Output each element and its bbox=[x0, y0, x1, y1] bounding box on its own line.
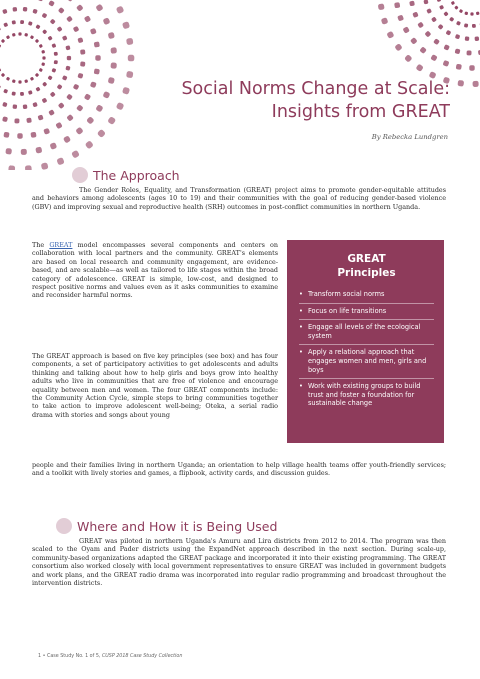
pattern-dot bbox=[62, 35, 68, 41]
pattern-dot bbox=[49, 142, 57, 150]
pattern-dot bbox=[42, 82, 47, 87]
pattern-dot bbox=[66, 16, 73, 23]
pattern-dot bbox=[42, 13, 48, 19]
pattern-dot bbox=[464, 23, 468, 27]
p2-pre: The bbox=[32, 241, 50, 249]
where-heading-text: Where and How it is Being Used bbox=[77, 518, 278, 534]
pattern-dot bbox=[24, 33, 28, 37]
pattern-dot bbox=[86, 116, 94, 124]
pattern-dot bbox=[57, 26, 63, 32]
pattern-dot bbox=[25, 165, 32, 170]
pattern-dot bbox=[103, 91, 111, 99]
pattern-dot bbox=[62, 75, 68, 81]
principles-heading bbox=[299, 252, 434, 280]
pattern-dot bbox=[76, 104, 84, 112]
principle-text: Work with existing groups to build trust and foster a foundation for sustainable change bbox=[308, 382, 421, 408]
pattern-dot bbox=[71, 150, 80, 159]
pattern-dot bbox=[73, 26, 80, 33]
pattern-dot bbox=[451, 1, 455, 5]
pattern-dot bbox=[2, 116, 8, 122]
pattern-dot bbox=[47, 36, 52, 41]
page-title bbox=[150, 78, 450, 124]
pattern-dot bbox=[80, 61, 85, 66]
heading-dot-icon bbox=[72, 167, 88, 183]
pattern-dot bbox=[66, 0, 74, 2]
pattern-dot bbox=[35, 73, 40, 78]
pattern-dot bbox=[439, 5, 444, 10]
pattern-dot bbox=[48, 0, 55, 7]
pattern-dot bbox=[84, 15, 91, 22]
pattern-dot bbox=[116, 5, 125, 14]
approach-heading-text: The Approach bbox=[93, 167, 180, 183]
pattern-dot bbox=[14, 118, 19, 123]
pattern-dot bbox=[456, 64, 462, 70]
pattern-dot bbox=[20, 92, 24, 96]
title-line-2: Insights from GREAT bbox=[271, 102, 450, 122]
pattern-dot bbox=[464, 11, 468, 15]
footer-separator: • bbox=[42, 654, 46, 659]
where-paragraph: GREAT was piloted in northern Uganda's Amuru and Lira districts from 2012 to 2014. The program was then scaled to the Oyam and Pader districts using the ExpandNet approach described in the next section. During scale-up, community-based organizations adapted the GREAT package and incorporated it into their existing programming. The GREAT consortium also worked closely with local government representatives to ensure GREAT was included in government budgets and work plans, and the GREAT radio drama was incorporated into regular radio programming and broadcast throughout the intervention districts. bbox=[32, 537, 446, 588]
pattern-dot bbox=[397, 15, 404, 22]
pattern-dot bbox=[56, 157, 64, 165]
pattern-dot bbox=[456, 21, 461, 26]
decorative-dot-pattern-top-left bbox=[0, 0, 150, 170]
heading-dot-icon bbox=[56, 518, 72, 534]
pattern-dot bbox=[122, 21, 130, 29]
pattern-dot bbox=[466, 50, 471, 55]
pattern-dot bbox=[122, 87, 130, 95]
pattern-dot bbox=[403, 26, 410, 33]
pattern-dot bbox=[35, 39, 40, 44]
pattern-dot bbox=[0, 26, 1, 31]
pattern-dot bbox=[423, 0, 428, 4]
principle-item bbox=[299, 382, 434, 412]
pattern-dot bbox=[2, 9, 7, 14]
pattern-dot bbox=[77, 37, 83, 43]
pattern-dot bbox=[12, 104, 17, 109]
pattern-dot bbox=[57, 84, 63, 90]
pattern-dot bbox=[449, 17, 454, 22]
pattern-dot bbox=[51, 68, 56, 73]
pattern-dot bbox=[128, 55, 135, 62]
pattern-dot bbox=[126, 38, 133, 45]
pattern-dot bbox=[394, 2, 400, 8]
pattern-dot bbox=[116, 102, 125, 111]
pattern-dot bbox=[23, 7, 28, 12]
approach-intro: The Gender Roles, Equality, and Transformation (GREAT) project aims to promote gender-equitable attitudes and behaviors among adolescents (ages 10 to 19) and their communities with the goal of reducing gender-based violence (GBV) and improving sexual and reproductive health (SRH) outcomes in post-conflict communities in northern Uganda. bbox=[32, 186, 446, 211]
pattern-dot bbox=[472, 81, 478, 87]
pattern-dot bbox=[90, 28, 97, 35]
pattern-dot bbox=[417, 22, 424, 29]
bullet-icon: • bbox=[299, 306, 303, 315]
principles-heading-line-1: GREAT bbox=[347, 253, 386, 265]
pattern-dot bbox=[42, 56, 45, 59]
pattern-dot bbox=[459, 9, 463, 13]
pattern-dot bbox=[26, 118, 32, 124]
pattern-dot bbox=[394, 43, 402, 51]
pattern-dot bbox=[43, 128, 50, 135]
pattern-dot bbox=[410, 37, 418, 45]
pattern-dot bbox=[11, 91, 15, 95]
bullet-icon: • bbox=[299, 323, 303, 332]
principle-item bbox=[299, 323, 434, 345]
pattern-dot bbox=[472, 24, 476, 28]
pattern-dot bbox=[54, 60, 58, 64]
pattern-dot bbox=[65, 45, 70, 50]
pattern-dot bbox=[8, 165, 15, 170]
pattern-dot bbox=[63, 135, 71, 143]
page-number: 1 bbox=[38, 654, 42, 659]
pattern-dot bbox=[424, 31, 431, 38]
pattern-dot bbox=[65, 66, 70, 71]
pattern-dot bbox=[32, 9, 37, 14]
pattern-dot bbox=[455, 48, 461, 54]
pattern-dot bbox=[12, 20, 16, 24]
pattern-dot bbox=[24, 79, 28, 83]
principle-text: Engage all levels of the ecological system bbox=[308, 323, 421, 340]
pattern-dot bbox=[12, 33, 16, 37]
pattern-dot bbox=[455, 34, 460, 39]
p2-post: model encompasses several components and centers on collaboration with local partners and the community. GREAT's elements are based on local research and community engagement, are evidence-based, and are scalable—as well as tailored to life stages within the broad category of adolescence. GREAT is simple, low-cost, and designed to respect positive norms and values even as it asks communities to examine and reconsider harmful norms. bbox=[32, 241, 278, 300]
pattern-dot bbox=[17, 133, 22, 138]
pattern-dot bbox=[85, 140, 94, 149]
pattern-dot bbox=[0, 68, 1, 72]
pattern-dot bbox=[3, 22, 8, 27]
pattern-dot bbox=[404, 54, 412, 62]
pattern-dot bbox=[1, 39, 6, 44]
pattern-dot bbox=[50, 91, 56, 97]
approach-paragraph-3b: people and their families living in northern Uganda; an orientation to help village health teams offer youth-friendly services; and a toolkit with lively stories and games, a flipbook, activity cards, and discussion guides. bbox=[32, 461, 446, 478]
pattern-dot bbox=[412, 12, 418, 18]
pattern-dot bbox=[110, 47, 116, 53]
pattern-dot bbox=[18, 32, 21, 35]
pattern-dot bbox=[465, 36, 470, 41]
pattern-dot bbox=[470, 12, 473, 15]
pattern-dot bbox=[41, 50, 45, 54]
byline: By Rebecka Lundgren bbox=[371, 133, 448, 141]
principles-list bbox=[299, 290, 434, 412]
pattern-dot bbox=[42, 98, 48, 104]
pattern-dot bbox=[41, 62, 45, 66]
pattern-dot bbox=[30, 77, 34, 81]
pattern-dot bbox=[84, 93, 91, 100]
pattern-dot bbox=[433, 38, 440, 45]
pattern-dot bbox=[21, 149, 27, 155]
pattern-dot bbox=[58, 7, 65, 14]
principle-item bbox=[299, 348, 434, 379]
footer-case: Case Study No. 1 of 5, bbox=[46, 654, 101, 659]
pattern-dot bbox=[126, 71, 133, 78]
pattern-dot bbox=[58, 102, 65, 109]
pattern-dot bbox=[419, 46, 427, 54]
pattern-dot bbox=[35, 24, 40, 29]
pattern-dot bbox=[51, 43, 56, 48]
pattern-dot bbox=[107, 116, 116, 125]
pattern-dot bbox=[457, 80, 464, 87]
pattern-dot bbox=[30, 35, 34, 39]
pattern-dot bbox=[0, 84, 1, 89]
pattern-dot bbox=[110, 62, 116, 68]
pattern-dot bbox=[37, 114, 43, 120]
pattern-dot bbox=[75, 127, 83, 135]
pattern-dot bbox=[42, 29, 47, 34]
pattern-dot bbox=[94, 68, 100, 74]
pattern-dot bbox=[94, 41, 100, 47]
pattern-dot bbox=[37, 0, 43, 2]
pattern-dot bbox=[66, 114, 74, 122]
pattern-dot bbox=[54, 52, 58, 56]
principle-text: Apply a relational approach that engages women and men, girls and boys bbox=[308, 348, 427, 374]
approach-heading bbox=[72, 167, 180, 183]
pattern-dot bbox=[2, 102, 7, 107]
pattern-dot bbox=[48, 109, 55, 116]
pattern-dot bbox=[18, 80, 21, 83]
pattern-dot bbox=[76, 4, 84, 12]
pattern-dot bbox=[381, 17, 389, 25]
pattern-dot bbox=[95, 4, 103, 12]
pattern-dot bbox=[50, 19, 56, 25]
bullet-icon: • bbox=[299, 382, 303, 391]
great-link[interactable]: GREAT bbox=[49, 241, 73, 249]
pattern-dot bbox=[437, 0, 442, 2]
pattern-dot bbox=[454, 5, 459, 10]
pattern-dot bbox=[3, 132, 9, 138]
pattern-dot bbox=[80, 49, 85, 54]
pattern-dot bbox=[39, 68, 43, 72]
page-footer bbox=[38, 654, 182, 659]
pattern-dot bbox=[445, 30, 451, 36]
pattern-dot bbox=[77, 73, 83, 79]
pattern-dot bbox=[6, 35, 10, 39]
principles-heading-line-2: Principles bbox=[337, 267, 396, 279]
pattern-dot bbox=[28, 21, 33, 26]
pattern-dot bbox=[66, 94, 73, 101]
pattern-dot bbox=[469, 65, 474, 70]
principle-item bbox=[299, 307, 434, 321]
pattern-dot bbox=[41, 162, 49, 170]
pattern-dot bbox=[443, 44, 449, 50]
pattern-dot bbox=[378, 3, 385, 10]
pattern-dot bbox=[12, 7, 17, 12]
pattern-dot bbox=[430, 54, 437, 61]
pattern-dot bbox=[108, 77, 115, 84]
pattern-dot bbox=[108, 32, 115, 39]
pattern-dot bbox=[0, 44, 1, 48]
pattern-dot bbox=[28, 90, 33, 95]
principles-box bbox=[287, 240, 444, 443]
pattern-dot bbox=[30, 132, 36, 138]
pattern-dot bbox=[12, 79, 16, 83]
bullet-icon: • bbox=[299, 348, 303, 357]
pattern-dot bbox=[476, 11, 480, 15]
pattern-dot bbox=[20, 20, 24, 24]
principle-text: Transform social norms bbox=[308, 290, 385, 298]
pattern-dot bbox=[95, 55, 100, 60]
title-line-1: Social Norms Change at Scale: bbox=[181, 79, 450, 99]
pattern-dot bbox=[97, 129, 106, 138]
pattern-dot bbox=[438, 24, 444, 30]
pattern-dot bbox=[73, 84, 80, 91]
principle-text: Focus on life transitions bbox=[308, 306, 387, 315]
pattern-dot bbox=[95, 104, 103, 112]
pattern-dot bbox=[415, 64, 423, 72]
pattern-dot bbox=[32, 102, 37, 107]
pattern-dot bbox=[431, 17, 437, 23]
pattern-dot bbox=[67, 56, 71, 60]
approach-paragraph-3a: The GREAT approach is based on five key principles (see box) and has four components, a set of participatory activities to get adolescents and adults thinking and talking about how to help girls and boys grow into healthy adults who live in communities that are free of violence and encourage equality between men and women. The four GREAT components include: the Community Action Cycle, simple steps to bring communities together to take action to improve adolescent well-being; Oteka, a serial radio drama with stories and songs about young bbox=[32, 352, 278, 419]
pattern-dot bbox=[474, 36, 479, 41]
pattern-dot bbox=[3, 89, 8, 94]
where-heading bbox=[56, 518, 277, 534]
approach-paragraph-2 bbox=[32, 241, 278, 300]
pattern-dot bbox=[39, 44, 43, 48]
pattern-dot bbox=[426, 8, 432, 14]
pattern-dot bbox=[90, 81, 97, 88]
pattern-dot bbox=[1, 73, 6, 78]
bullet-icon: • bbox=[299, 290, 303, 298]
pattern-dot bbox=[5, 148, 12, 155]
pattern-dot bbox=[386, 31, 394, 39]
pattern-dot bbox=[443, 11, 448, 16]
pattern-dot bbox=[23, 104, 28, 109]
pattern-dot bbox=[35, 87, 40, 92]
principle-item bbox=[299, 290, 434, 304]
pattern-dot bbox=[409, 1, 415, 7]
pattern-dot bbox=[6, 77, 10, 81]
pattern-dot bbox=[55, 122, 62, 129]
pattern-dot bbox=[103, 17, 111, 25]
pattern-dot bbox=[35, 147, 42, 154]
pattern-dot bbox=[443, 60, 450, 67]
footer-collection: CUSP 2018 Case Study Collection bbox=[101, 654, 183, 659]
pattern-dot bbox=[47, 75, 52, 80]
